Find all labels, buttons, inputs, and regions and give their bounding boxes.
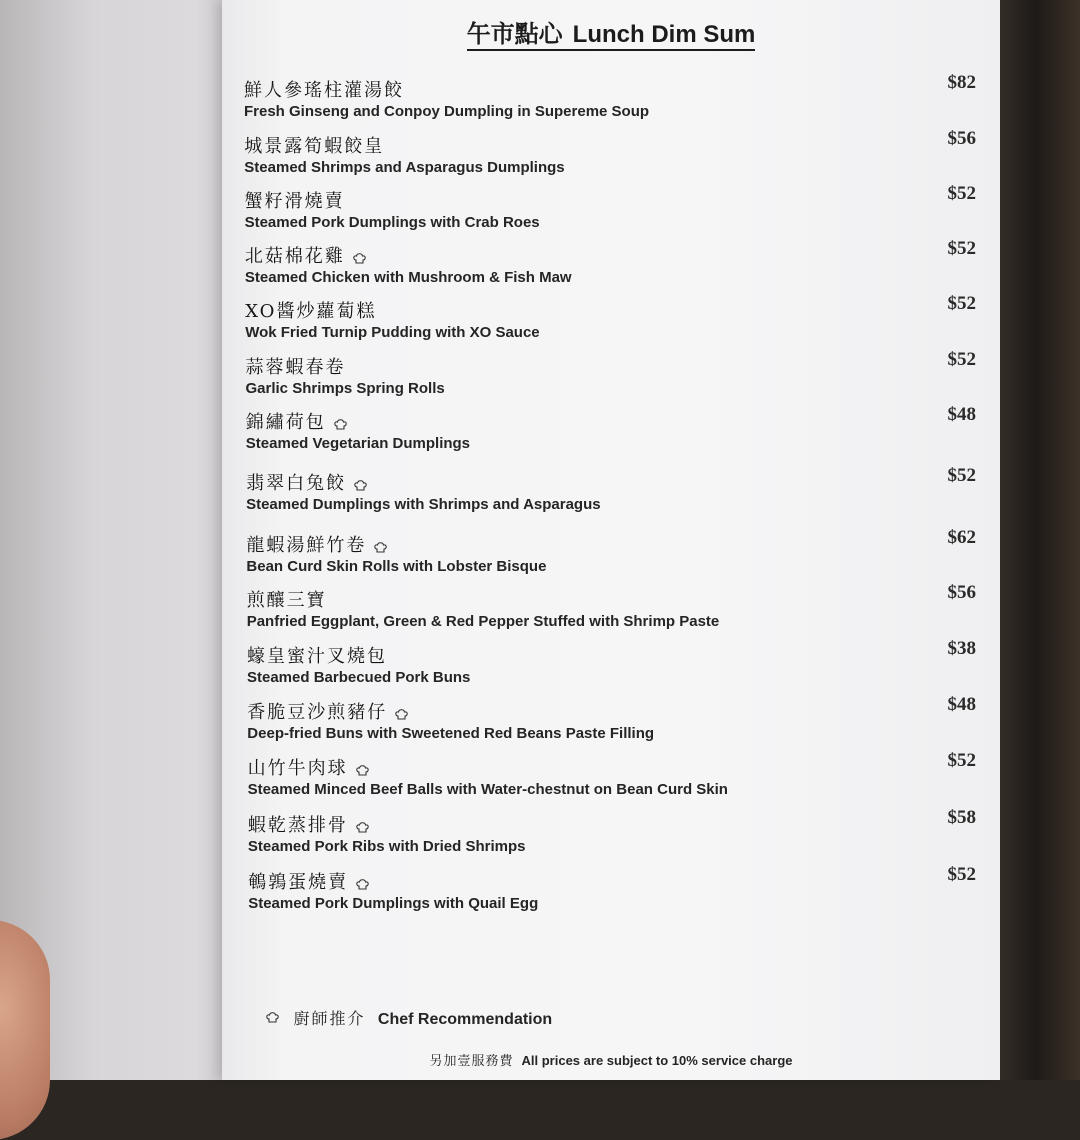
service-charge-en: All prices are subject to 10% service charge — [521, 1053, 793, 1068]
item-price: $52 — [947, 183, 976, 204]
menu-item — [244, 238, 976, 296]
legend-en: Chef Recommendation — [377, 1011, 553, 1028]
item-price: $52 — [947, 349, 976, 370]
menu-item — [244, 72, 976, 130]
item-price: $52 — [947, 864, 976, 885]
item-price: $82 — [947, 72, 976, 93]
item-name-zh: 蟹籽滑燒賣 — [244, 191, 345, 212]
finger — [0, 920, 50, 1140]
item-price: $56 — [947, 582, 976, 603]
item-price: $52 — [947, 465, 976, 486]
item-name-en: Steamed Pork Dumplings with Crab Roes — [244, 214, 540, 231]
item-price: $48 — [947, 694, 976, 715]
item-name-zh: 北菇棉花雞 — [245, 246, 888, 268]
background-right — [990, 0, 1080, 1080]
item-name-en: Garlic Shrimps Spring Rolls — [245, 380, 445, 397]
chef-hat-icon — [334, 415, 347, 427]
item-name-en: Steamed Dumplings with Shrimps and Asparagus — [246, 496, 601, 513]
item-name-en: Deep-fried Buns with Sweetened Red Beans Paste Filling — [247, 725, 655, 742]
chef-hat-icon — [395, 705, 408, 717]
item-price: $38 — [947, 638, 976, 659]
chef-hat-icon — [354, 476, 367, 488]
chef-hat-icon — [266, 1012, 279, 1024]
item-price: $62 — [947, 527, 976, 548]
item-name-en: Steamed Shrimps and Asparagus Dumplings — [244, 159, 565, 176]
legend-zh: 廚師推介 — [293, 1009, 366, 1028]
item-price: $56 — [947, 128, 976, 149]
item-name-en: Fresh Ginseng and Conpoy Dumpling in Supereme Soup — [244, 103, 650, 120]
item-name-en: Wok Fried Turnip Pudding with XO Sauce — [245, 324, 540, 341]
menu-item — [246, 527, 976, 585]
chef-legend — [258, 1006, 552, 1029]
item-name-zh: XO醬炒蘿蔔糕 — [245, 301, 377, 322]
menu-item — [245, 293, 976, 351]
menu-page — [222, 0, 1000, 1080]
menu-item — [247, 750, 976, 808]
chef-hat-icon — [356, 818, 369, 830]
item-name-zh: 鵪鶉蛋燒賣 — [248, 872, 888, 894]
item-name-en: Steamed Pork Dumplings with Quail Egg — [248, 895, 539, 912]
menu-item — [246, 465, 976, 523]
menu-item — [247, 807, 976, 865]
item-name-zh: 蠔皇蜜汁叉燒包 — [247, 646, 387, 667]
item-name-en: Bean Curd Skin Rolls with Lobster Bisque — [246, 558, 547, 575]
page-title — [222, 14, 1000, 49]
item-name-zh: 蝦乾蒸排骨 — [248, 815, 888, 837]
item-name-zh: 城景露筍蝦餃皇 — [244, 136, 385, 157]
title-en: Lunch Dim Sum — [572, 21, 756, 48]
item-name-en: Steamed Chicken with Mushroom & Fish Maw — [244, 269, 572, 286]
item-name-zh: 煎釀三寶 — [246, 590, 327, 611]
item-name-zh: 鮮人參瑤柱灌湯餃 — [244, 80, 404, 101]
menu-item — [248, 864, 976, 922]
title-zh: 午市點心 — [466, 19, 563, 48]
item-name-zh: 香脆豆沙煎豬仔 — [247, 702, 888, 724]
service-charge-note — [222, 1050, 1000, 1069]
item-name-zh: 蒜蓉蝦春卷 — [245, 357, 346, 378]
item-price: $48 — [947, 404, 976, 425]
menu-item — [245, 404, 976, 462]
item-name-en: Steamed Minced Beef Balls with Water-chestnut on Bean Curd Skin — [247, 781, 728, 798]
item-price: $52 — [947, 238, 976, 259]
item-name-en: Steamed Barbecued Pork Buns — [247, 669, 471, 686]
item-name-zh: 翡翠白兔餃 — [246, 473, 888, 495]
menu-item — [244, 128, 976, 186]
item-price: $52 — [947, 750, 976, 771]
service-charge-zh: 另加壹服務費 — [429, 1054, 514, 1069]
chef-hat-icon — [374, 538, 387, 550]
menu-item — [244, 183, 976, 241]
item-price: $58 — [947, 807, 976, 828]
background-left — [0, 0, 230, 1080]
chef-hat-icon — [356, 761, 369, 773]
menu-item — [245, 349, 976, 407]
item-name-en: Steamed Pork Ribs with Dried Shrimps — [247, 838, 526, 855]
item-name-zh: 山竹牛肉球 — [248, 758, 888, 780]
chef-hat-icon — [353, 249, 366, 261]
menu-item — [247, 694, 976, 752]
item-name-en: Steamed Vegetarian Dumplings — [245, 435, 471, 452]
menu-item — [246, 582, 976, 640]
item-price: $52 — [947, 293, 976, 314]
chef-hat-icon — [356, 875, 369, 887]
menu-item — [247, 638, 976, 696]
item-name-zh: 錦繡荷包 — [246, 412, 888, 434]
item-name-en: Panfried Eggplant, Green & Red Pepper Stuffed with Shrimp Paste — [246, 613, 720, 630]
item-name-zh: 龍蝦湯鮮竹卷 — [246, 535, 888, 557]
